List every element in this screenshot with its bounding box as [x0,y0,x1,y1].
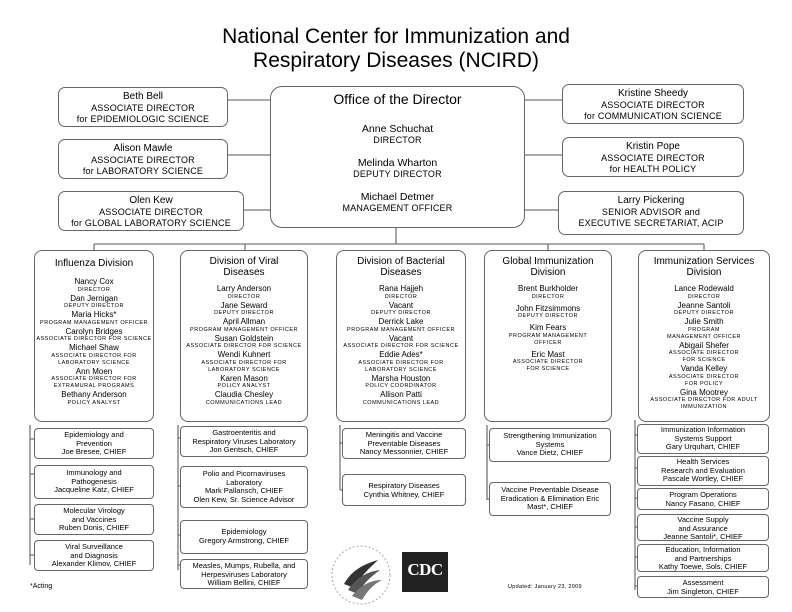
branch-box: Immunology and Pathogenesis Jacqueline Katz, CHIEF [34,465,154,499]
division-person-name: Vacant [388,333,414,343]
acting-footnote: *Acting [30,583,53,590]
cdc-logo-icon [402,552,448,592]
branch-box: Polio and Picornaviruses Laboratory Mark Pallansch, CHIEF Olen Kew, Sr. Science Advisor [180,466,308,508]
associate-box-right [562,137,744,177]
associate-role: for GLOBAL LABORATORY SCIENCE [71,218,231,228]
division-person-name: Abigail Shefer [679,340,729,350]
branch-box: Vaccine Supply and Assurance Jeanne Santoli*, CHIEF [637,514,769,541]
cdc-logo-text: CDC [407,560,443,579]
branch-box: Epidemiology and Prevention Joe Bresee, CHIEF [34,428,154,459]
branch-box: Vaccine Preventable Disease Eradication & Elimination Eric Mast*, CHIEF [489,482,611,516]
division-person-name: Claudia Chesley [214,390,274,399]
associate-name: Alison Mawle [113,143,173,154]
division-person-role: PROGRAM MANAGEMENT OFFICER [40,319,148,326]
associate-box-left [58,87,228,127]
branch-box: Education, Information and Partnerships Kathy Toewe, Sols, CHIEF [637,544,769,572]
division-person-name: Wendi Kuhnert [217,350,271,359]
chart-title-line2: Respiratory Diseases (NCIRD) [253,49,539,72]
branch-box: Strengthening Immunization Systems Vance Dietz, CHIEF [489,428,611,462]
associate-role: ASSOCIATE DIRECTOR [91,103,195,113]
division-person-name: Larry Anderson [216,284,272,293]
branch-box: Health Services Research and Evaluation Pascale Wortley, CHIEF [637,456,769,486]
associate-role: SENIOR ADVISOR and [601,207,701,217]
division-person-role: ASSOCIATE DIRECTOR FOR SCIENCE [36,336,152,342]
division-person-role: DIRECTOR [227,293,261,300]
division-person-role: ASSOCIATE DIRECTOR FOR LABORATORY SCIENCE [51,352,137,366]
branch-box: Viral Surveillance and Diagnosis Alexander Klimov, CHIEF [34,540,154,571]
office-member-name: Anne Schuchat [361,123,434,135]
division-person-name: Marsha Houston [371,373,431,383]
division-person-role: ASSOCIATE DIRECTOR FOR POLICY [668,373,740,387]
branch-box: Epidemiology Gregory Armstrong, CHIEF [180,520,308,554]
associate-role: for HEALTH POLICY [609,164,697,174]
division-person-name: Julie Smith [684,317,724,326]
branch-box: Immunization Information Systems Support Gary Urquhart, CHIEF [637,424,769,454]
division-person-name: Karen Mason [220,373,268,383]
associate-role: for EPIDEMIOLOGIC SCIENCE [76,114,210,124]
division-person-name: Carolyn Bridges [65,326,123,336]
division-bacterial [336,250,466,422]
division-person-name: Lance Rodewald [674,284,734,293]
division-person-name: Eric Mast [531,349,565,359]
division-person-name: Dan Jernigan [70,293,118,303]
division-person-name: Vacant [388,300,414,310]
associate-box-left [58,139,228,179]
office-member-name: Michael Detmer [360,191,435,203]
division-viral [180,250,308,422]
division-person-role: POLICY COORDINATOR [365,383,437,389]
division-person-name: Gina Mootrey [679,387,729,397]
office-of-the-director [270,86,525,228]
associate-name: Larry Pickering [617,195,685,206]
division-name: Global Immunization Division [502,256,594,278]
division-person-role: DEPUTY DIRECTOR [64,303,124,309]
division-person-role: DIRECTOR [687,293,721,300]
division-person-name: Ann Moen [75,366,113,376]
branch-box: Measles, Mumps, Rubella, and Herpesviruses Laboratory William Bellini, CHIEF [180,559,308,589]
division-person-role: ASSOCIATE DIRECTOR FOR SCIENCE [512,359,584,372]
division-person-name: Michael Shaw [69,343,119,352]
division-person-role: DEPUTY DIRECTOR [674,310,734,316]
associate-role: EXECUTIVE SECRETARIAT, ACIP [578,218,724,228]
division-person-role: ASSOCIATE DIRECTOR FOR LABORATORY SCIENCE [201,359,287,373]
division-person-role: DEPUTY DIRECTOR [518,313,578,319]
office-member-role: DEPUTY DIRECTOR [353,169,442,179]
division-person-role: PROGRAM MANAGEMENT OFFICER [347,326,455,333]
associate-role: for LABORATORY SCIENCE [82,166,204,176]
division-person-role: ASSOCIATE DIRECTOR FOR SCIENCE [668,350,740,363]
division-person-name: Derrick Lake [378,317,424,326]
division-person-name: Allison Patti [380,390,422,399]
associate-name: Kristine Sheedy [617,88,689,99]
associate-role: for COMMUNICATION SCIENCE [584,111,722,121]
division-person-role: POLICY ANALYST [217,383,271,389]
associate-box-right [558,191,744,235]
division-person-role: DIRECTOR [531,293,565,300]
chart-title-line1: National Center for Immunization and [222,25,570,48]
division-person-role: DEPUTY DIRECTOR [371,310,431,316]
division-person-name: Eddie Ades* [379,350,423,359]
division-person-role: PROGRAM MANAGEMENT OFFICER [508,332,588,346]
division-global-immunization [484,250,612,422]
division-person-role: ASSOCIATE DIRECTOR FOR SCIENCE [186,343,302,349]
office-title: Office of the Director [333,91,462,107]
division-name: Division of Viral Diseases [209,256,279,278]
division-immunization-services [638,250,770,422]
division-person-role: COMMUNICATIONS LEAD [205,399,283,406]
division-person-name: Maria Hicks* [71,310,117,319]
division-person-name: Jeanne Santoli [677,300,731,310]
branch-box: Meningitis and Vaccine Preventable Diseases Nancy Messonnier, CHIEF [342,428,466,459]
division-person-name: Nancy Cox [74,277,114,286]
associate-name: Beth Bell [122,91,164,102]
updated-date: Updated: January 23, 2009 [508,584,582,590]
division-name: Influenza Division [54,258,134,269]
division-person-name: John Fitzsimmons [515,303,581,313]
division-person-name: Kim Fears [529,323,567,332]
division-person-name: Jane Seward [220,300,268,310]
associate-box-left [58,191,244,231]
branch-box: Program Operations Nancy Fasano, CHIEF [637,488,769,510]
division-person-name: Bethany Anderson [61,390,127,399]
division-person-role: COMMUNICATIONS LEAD [362,399,440,406]
branch-box: Assessment Jim Singleton, CHIEF [637,576,769,598]
branch-box: Respiratory Diseases Cynthia Whitney, CHIEF [342,474,466,506]
division-person-role: DEPUTY DIRECTOR [214,310,274,316]
division-person-name: Susan Goldstein [214,333,274,343]
branch-box: Molecular Virology and Vaccines Ruben Donis, CHIEF [34,504,154,535]
hhs-seal-icon [330,544,392,606]
associate-role: ASSOCIATE DIRECTOR [99,207,203,217]
division-person-role: DIRECTOR [77,286,111,293]
division-person-name: Rana Hajjeh [378,284,424,293]
associate-role: ASSOCIATE DIRECTOR [601,153,705,163]
office-member-role: MANAGEMENT OFFICER [342,203,453,213]
division-person-role: POLICY ANALYST [67,399,121,406]
division-name: Immunization Services Division [653,256,755,278]
office-member-role: DIRECTOR [373,135,422,145]
division-influenza [34,250,154,422]
office-member-name: Melinda Wharton [357,157,438,169]
division-person-name: April Allman [222,317,266,326]
division-person-role: ASSOCIATE DIRECTOR FOR LABORATORY SCIENCE [358,359,444,373]
division-person-role: ASSOCIATE DIRECTOR FOR ADULT IMMUNIZATION [650,397,758,410]
division-person-role: ASSOCIATE DIRECTOR FOR SCIENCE [343,343,459,349]
division-person-role: ASSOCIATE DIRECTOR FOR EXTRAMURAL PROGRAMS [51,376,137,389]
division-person-role: DIRECTOR [384,293,418,300]
associate-role: ASSOCIATE DIRECTOR [601,100,705,110]
branch-box: Gastroenteritis and Respiratory Viruses Laboratory Jon Gentsch, CHIEF [180,426,308,457]
division-person-name: Brent Burkholder [517,284,579,293]
division-person-role: PROGRAM MANAGEMENT OFFICER [667,326,741,340]
associate-name: Olen Kew [129,195,173,206]
associate-box-right [562,84,744,124]
division-name: Division of Bacterial Diseases [357,256,445,278]
associate-name: Kristin Pope [626,141,680,152]
associate-role: ASSOCIATE DIRECTOR [91,155,195,165]
division-person-name: Vanda Kelley [680,364,728,373]
division-person-role: PROGRAM MANAGEMENT OFFICER [190,326,298,333]
